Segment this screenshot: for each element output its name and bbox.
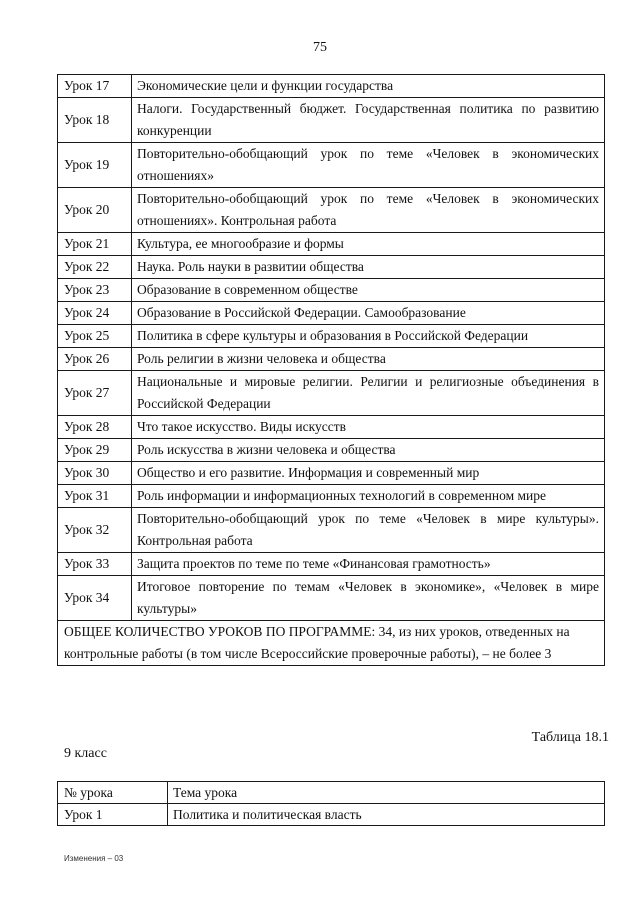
lesson-topic: Что такое искусство. Виды искусств [132,416,605,439]
table-row [58,416,605,439]
lesson-topic: Повторительно-обобщающий урок по теме «Человек в экономических отношениях» [132,143,605,188]
table-row [58,256,605,279]
lesson-topic: Роль искусства в жизни человека и общества [132,439,605,462]
lesson-topic: Культура, ее многообразие и формы [132,233,605,256]
table-row [58,576,605,621]
lesson-number: Урок 19 [58,143,132,188]
table-row [58,279,605,302]
lessons-table-body [58,75,605,666]
lesson-number: Урок 30 [58,462,132,485]
table-row [58,462,605,485]
lesson-topic: Роль религии в жизни человека и общества [132,348,605,371]
lesson-topic: Наука. Роль науки в развитии общества [132,256,605,279]
grade9-table-body [58,782,605,826]
lesson-number: Урок 22 [58,256,132,279]
lesson-topic: Защита проектов по теме по теме «Финансовая грамотность» [132,553,605,576]
lesson-number: Урок 21 [58,233,132,256]
lesson-number: Урок 28 [58,416,132,439]
lesson-topic: Образование в современном обществе [132,279,605,302]
class-label: 9 класс [64,746,107,761]
lesson-topic: Повторительно-обобщающий урок по теме «Человек в мире культуры». Контрольная работа [132,508,605,553]
lesson-number: Урок 1 [58,804,168,826]
table-row [58,233,605,256]
table-row [58,508,605,553]
lesson-topic: Национальные и мировые религии. Религии и религиозные объединения в Российской Федерации [132,371,605,416]
lessons-table [57,74,605,666]
page-number: 75 [313,40,327,55]
lesson-number: Урок 33 [58,553,132,576]
grade9-lessons-table [57,781,605,826]
header-lesson-number: № урока [58,782,168,804]
lesson-topic: Налоги. Государственный бюджет. Государственная политика по развитию конкуренции [132,98,605,143]
table-row [58,98,605,143]
table-row [58,804,605,826]
table-row [58,143,605,188]
lesson-topic: Экономические цели и функции государства [132,75,605,98]
table-row [58,371,605,416]
table-row [58,302,605,325]
total-row [58,621,605,666]
lesson-number: Урок 32 [58,508,132,553]
lesson-number: Урок 27 [58,371,132,416]
lesson-number: Урок 17 [58,75,132,98]
total-lessons-note: ОБЩЕЕ КОЛИЧЕСТВО УРОКОВ ПО ПРОГРАММЕ: 34, из них уроков, отведенных на контрольные работы (в том числе Всероссийские проверочные работы), – не более 3 [58,621,605,666]
table-row [58,325,605,348]
table-row [58,553,605,576]
lesson-number: Урок 20 [58,188,132,233]
lesson-topic: Образование в Российской Федерации. Самообразование [132,302,605,325]
lesson-topic: Итоговое повторение по темам «Человек в экономике», «Человек в мире культуры» [132,576,605,621]
footer-note: Изменения – 03 [64,854,124,863]
header-row [58,782,605,804]
lesson-number: Урок 29 [58,439,132,462]
lesson-topic: Повторительно-обобщающий урок по теме «Человек в экономических отношениях». Контрольная работа [132,188,605,233]
lesson-topic: Политика и политическая власть [168,804,605,826]
lesson-topic: Общество и его развитие. Информация и современный мир [132,462,605,485]
table-row [58,439,605,462]
lesson-number: Урок 23 [58,279,132,302]
lesson-number: Урок 31 [58,485,132,508]
lesson-number: Урок 24 [58,302,132,325]
table-caption: Таблица 18.1 [531,730,609,745]
table-row [58,485,605,508]
lesson-topic: Роль информации и информационных технологий в современном мире [132,485,605,508]
lesson-number: Урок 34 [58,576,132,621]
lesson-number: Урок 25 [58,325,132,348]
lesson-number: Урок 26 [58,348,132,371]
table-row [58,75,605,98]
table-row [58,348,605,371]
lesson-number: Урок 18 [58,98,132,143]
lesson-topic: Политика в сфере культуры и образования в Российской Федерации [132,325,605,348]
table-row [58,188,605,233]
header-lesson-topic: Тема урока [168,782,605,804]
